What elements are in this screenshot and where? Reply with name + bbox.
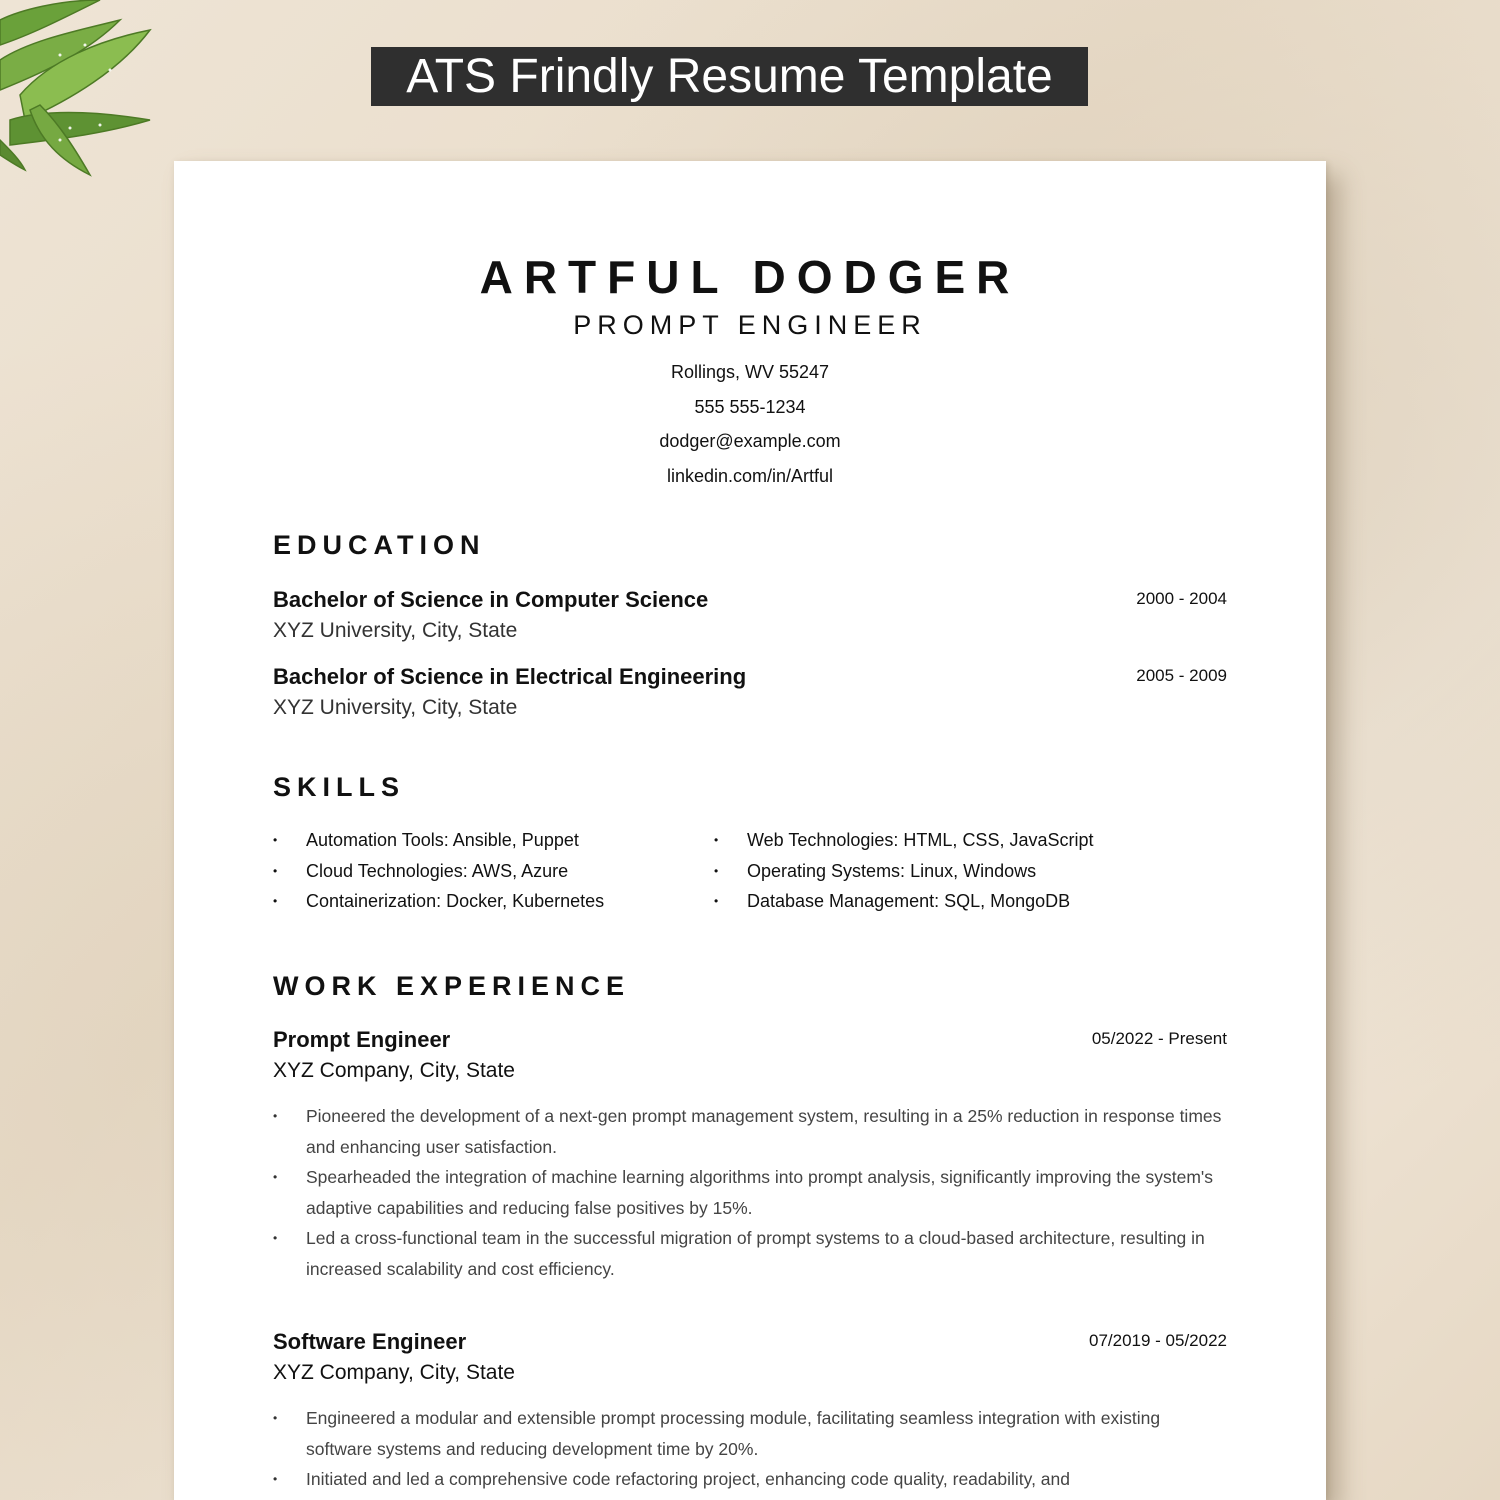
- education-school: XYZ University, City, State: [273, 696, 518, 719]
- candidate-role: PROMPT ENGINEER: [573, 310, 927, 340]
- skills-heading: SKILLS: [273, 772, 406, 802]
- education-degree: Bachelor of Science in Electrical Engineering: [273, 664, 747, 689]
- skill-item: • Containerization: Docker, Kubernetes: [273, 886, 604, 917]
- contact-email: dodger@example.com: [659, 431, 841, 451]
- job-dates: 07/2019 - 05/2022: [1088, 1331, 1227, 1350]
- education-degree: Bachelor of Science in Computer Science: [273, 587, 709, 612]
- candidate-name: ARTFUL DODGER: [479, 251, 1021, 303]
- job-dates: 05/2022 - Present: [1091, 1029, 1227, 1048]
- education-dates: 2000 - 2004: [1136, 589, 1227, 608]
- work-heading: WORK EXPERIENCE: [273, 971, 631, 1001]
- job-bullet: • Initiated and led a comprehensive code refactoring project, enhancing code quality, readability, and: [273, 1464, 1228, 1495]
- skills-list-left: [273, 825, 604, 917]
- job-bullet: • Led a cross-functional team in the successful migration of prompt systems to a cloud-based architecture, resulting in increased scalability and cost efficiency.: [273, 1223, 1228, 1284]
- skill-item: • Operating Systems: Linux, Windows: [714, 856, 1093, 887]
- skills-list-right: [714, 825, 1093, 917]
- education-heading: EDUCATION: [273, 530, 486, 560]
- plant-decoration: [0, 0, 200, 190]
- job-title: Prompt Engineer: [273, 1027, 451, 1052]
- resume-page: [174, 161, 1326, 1500]
- skill-item: • Database Management: SQL, MongoDB: [714, 886, 1093, 917]
- job-title: Software Engineer: [273, 1329, 467, 1354]
- job-bullet: • Pioneered the development of a next-gen prompt management system, resulting in a 25% reduction in response times and enhancing user satisfaction.: [273, 1101, 1228, 1162]
- contact-phone: 555 555-1234: [694, 397, 806, 417]
- education-school: XYZ University, City, State: [273, 619, 518, 642]
- job-bullets: [273, 1403, 1228, 1495]
- skill-item: • Automation Tools: Ansible, Puppet: [273, 825, 604, 856]
- contact-address: Rollings, WV 55247: [670, 362, 830, 382]
- job-company: XYZ Company, City, State: [273, 1361, 515, 1384]
- contact-linkedin: linkedin.com/in/Artful: [666, 466, 834, 486]
- banner-title: ATS Frindly Resume Template: [371, 47, 1088, 106]
- education-dates: 2005 - 2009: [1136, 666, 1227, 685]
- job-bullets: [273, 1101, 1228, 1284]
- job-bullet: • Engineered a modular and extensible prompt processing module, facilitating seamless integration with existing software systems and reducing development time by 20%.: [273, 1403, 1228, 1464]
- job-bullet: • Spearheaded the integration of machine learning algorithms into prompt analysis, significantly improving the system's adaptive capabilities and reducing false positives by 15%.: [273, 1162, 1228, 1223]
- skill-item: • Cloud Technologies: AWS, Azure: [273, 856, 604, 887]
- job-company: XYZ Company, City, State: [273, 1059, 515, 1082]
- skill-item: • Web Technologies: HTML, CSS, JavaScript: [714, 825, 1093, 856]
